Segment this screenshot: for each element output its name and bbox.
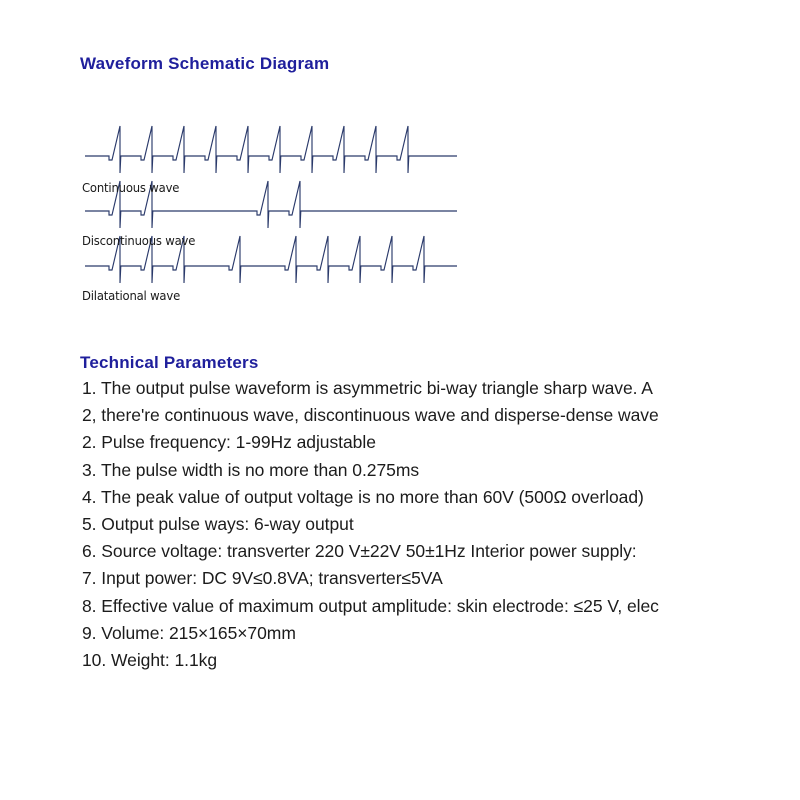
waveform-path — [85, 126, 457, 173]
parameter-line: 7. Input power: DC 9V≤0.8VA; transverter≤5VA — [82, 568, 443, 589]
parameter-line: 8. Effective value of maximum output amplitude: skin electrode: ≤25 V, elec — [82, 595, 659, 616]
waveform-trace-continuous — [85, 126, 457, 173]
parameter-line: 1. The output pulse waveform is asymmetric bi-way triangle sharp wave. A — [82, 378, 653, 398]
waveform-schematic-figure — [82, 118, 465, 318]
parameter-line: 10. Weight: 1.1kg — [82, 650, 218, 671]
parameter-line: 9. Volume: 215×165×70mm — [82, 622, 296, 643]
page-title-technical-parameters: Technical Parameters — [80, 353, 259, 372]
parameter-line: 3. The pulse width is no more than 0.275ms — [82, 459, 420, 480]
parameter-line: 6. Source voltage: transverter 220 V±22V 50±1Hz Interior power supply: — [82, 541, 637, 562]
wave-label-dilatational: Dilatational wave — [82, 288, 181, 303]
wave-label-discontinuous: Discontinuous wave — [82, 233, 196, 248]
technical-parameters-list — [82, 375, 674, 674]
page-title-waveform: Waveform Schematic Diagram — [80, 54, 330, 73]
parameter-line: 4. The peak value of output voltage is no more than 60V (500Ω overload) — [82, 486, 644, 507]
parameter-line: 5. Output pulse ways: 6-way output — [82, 514, 354, 535]
wave-label-continuous: Continuous wave — [82, 180, 180, 195]
parameter-line: 2. Pulse frequency: 1-99Hz adjustable — [82, 432, 376, 453]
parameter-line: 2, there're continuous wave, discontinuous wave and disperse-dense wave — [82, 405, 659, 426]
